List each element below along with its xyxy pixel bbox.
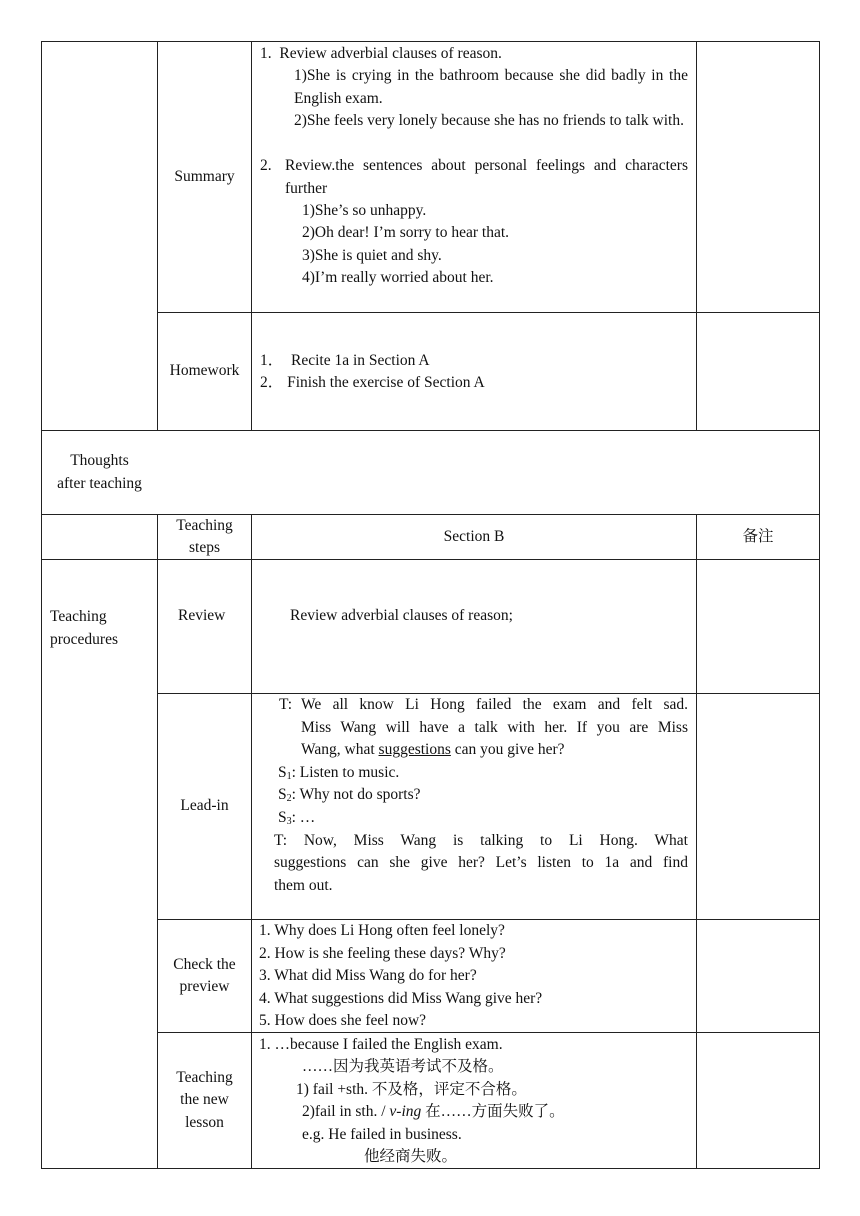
review-text: Review adverbial clauses of reason; bbox=[290, 607, 513, 624]
row-divider-summary bbox=[157, 312, 820, 313]
summary-item-1-example-1: 1)She is crying in the bathroom because she did badly in the English exam. bbox=[294, 67, 688, 107]
procedures-label-line-2: procedures bbox=[50, 631, 118, 648]
check-question-4: 4. What suggestions did Miss Wang give her? bbox=[259, 990, 543, 1007]
new-lesson-line-4: 2)fail in sth. / v-ing 在……方面失败了。 bbox=[302, 1103, 565, 1120]
homework-item-1: 1． Recite 1a in Section A bbox=[260, 352, 430, 369]
check-question-1: 1. Why does Li Hong often feel lonely? bbox=[259, 922, 505, 939]
leadin-t2-line-3: them out. bbox=[274, 877, 333, 894]
leadin-t1-prefix: T: bbox=[279, 696, 293, 713]
col-divider-3-lower bbox=[696, 514, 697, 1168]
summary-item-2-example-1: 1)She’s so unhappy. bbox=[302, 202, 427, 219]
summary-item-2-example-3: 3)She is quiet and shy. bbox=[302, 247, 442, 264]
leadin-t2-line-2: suggestions can she give her? Let’s listen to 1a and find bbox=[274, 854, 688, 871]
col-divider-2-lower bbox=[251, 514, 252, 1168]
table-border-left bbox=[41, 41, 42, 1168]
row-divider-check bbox=[157, 1032, 820, 1033]
leadin-s2: $S_2$: Why not do sports? bbox=[278, 786, 421, 804]
row-divider-homework bbox=[41, 430, 820, 431]
summary-item-2-example-2: 2)Oh dear! I’m sorry to hear that. bbox=[302, 224, 510, 241]
header-notes: 备注 bbox=[742, 527, 774, 545]
leadin-t2-line-1: T: Now, Miss Wang is talking to Li Hong. What bbox=[274, 832, 688, 849]
check-question-5: 5. How does she feel now? bbox=[259, 1012, 427, 1029]
col-divider-3 bbox=[696, 41, 697, 430]
suggestions-underlined: suggestions bbox=[378, 741, 451, 758]
procedures-label-line-1: Teaching bbox=[50, 608, 107, 625]
header-teaching-steps: Teaching steps bbox=[176, 516, 233, 556]
leadin-s3: $S_3$: … bbox=[278, 809, 316, 827]
leadin-t1-line-1: We all know Li Hong failed the exam and felt sad. bbox=[301, 696, 688, 713]
leadin-t1-line-3: Wang, what suggestions can you give her? bbox=[301, 741, 565, 758]
check-question-2: 2. How is she feeling these days? Why? bbox=[259, 945, 506, 962]
summary-item-2-text: Review.the sentences about personal feelings and characters further bbox=[285, 157, 688, 197]
summary-item-1-example-2: 2)She feels very lonely because she has no friends to talk with. bbox=[294, 112, 684, 129]
homework-item-2: 2． Finish the exercise of Section A bbox=[260, 374, 485, 391]
summary-item-2-example-4: 4)I’m really worried about her. bbox=[302, 269, 494, 286]
leadin-s1: $S_1$: Listen to music. bbox=[278, 764, 400, 782]
new-lesson-line-3: 1) fail +sth. 不及格，评定不合格。 bbox=[296, 1081, 527, 1098]
header-section: Section B bbox=[443, 527, 505, 545]
homework-label: Homework bbox=[169, 362, 240, 380]
new-lesson-line-1: 1. …because I failed the English exam. bbox=[259, 1036, 503, 1053]
summary-label: Summary bbox=[174, 167, 235, 185]
check-question-3: 3. What did Miss Wang do for her? bbox=[259, 967, 477, 984]
new-lesson-label: Teaching the new lesson bbox=[176, 1068, 233, 1131]
review-label: Review bbox=[178, 607, 226, 624]
check-preview-label: Check the preview bbox=[173, 955, 236, 995]
new-lesson-line-5: e.g. He failed in business. bbox=[302, 1126, 462, 1143]
col-divider-2 bbox=[251, 41, 252, 430]
summary-item-1: 1. Review adverbial clauses of reason. bbox=[260, 45, 502, 62]
leadin-label: Lead-in bbox=[180, 797, 229, 815]
thoughts-label: Thoughts after teaching bbox=[57, 452, 142, 492]
new-lesson-line-2: ……因为我英语考试不及格。 bbox=[302, 1058, 504, 1075]
summary-item-2-number: 2. bbox=[260, 157, 272, 174]
new-lesson-line-6: 他经商失败。 bbox=[364, 1148, 458, 1165]
leadin-t1-line-2: Miss Wang will have a talk with her. If you are Miss bbox=[301, 719, 688, 736]
table-border-right bbox=[819, 41, 820, 1168]
